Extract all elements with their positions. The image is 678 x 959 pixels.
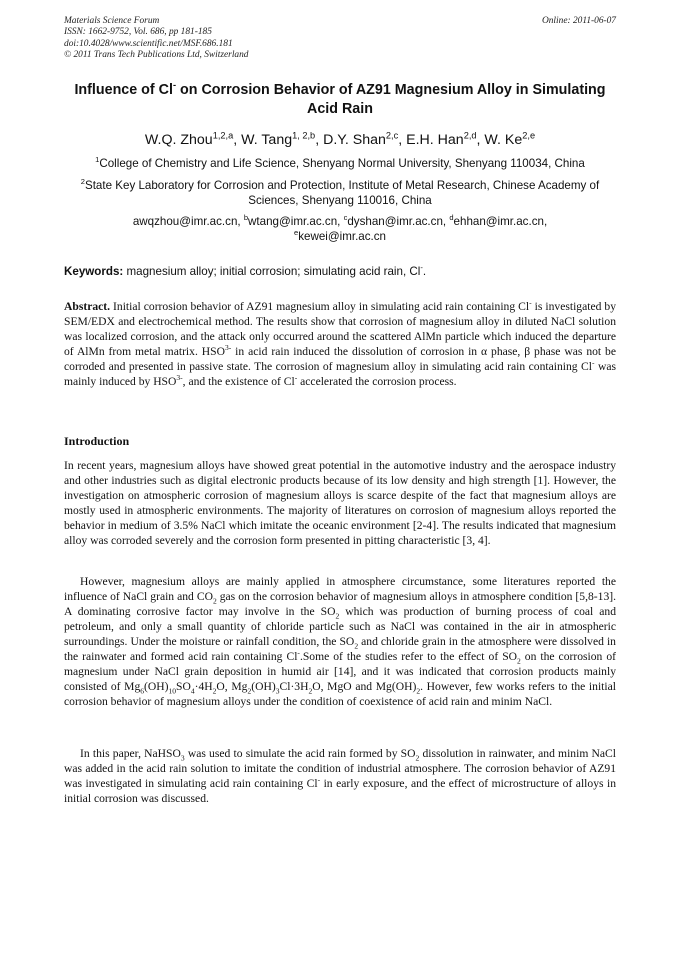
intro-paragraph-3: In this paper, NaHSO$_3$ was used to simulate the acid rain formed by $SO_2$ dissolution in rainwater, and minim NaCl was added in the acid rain solution to imitate the condition of industrial atmosphere. The corrosion behavior of AZ91 was investigated in simulating acid rain containing Cl- in early exposure, and the effect of microstructure of alloys in initial corrosion was discussed. <box>64 747 616 805</box>
journal-name: Materials Science Forum <box>64 16 160 26</box>
keywords-label: Keywords: <box>64 265 124 278</box>
section-heading-introduction: Introduction <box>64 434 130 448</box>
title-text: Influence of Cl <box>74 82 173 98</box>
author-emails: awqzhou@imr.ac.cn, $^b$wtang@imr.ac.cn, $^c$dyshan@imr.ac.cn, $^d$ehhan@imr.ac.cn, $^e$kewei@imr.ac.cn <box>132 213 548 243</box>
paper-title <box>64 81 616 119</box>
author: W. Tang$^{1, 2,b}$, <box>241 130 324 148</box>
author: W. Ke$^{2,e}$ <box>484 130 536 148</box>
email-link[interactable]: awqzhou@imr.ac.cn, <box>132 215 244 228</box>
email-link[interactable]: wtang@imr.ac.cn, <box>248 215 344 228</box>
online-date: Online: 2011-06-07 <box>541 16 616 26</box>
author: E.H. Han$^{2,d}$, <box>406 130 485 148</box>
affiliation-1: $^1$College of Chemistry and Life Science, Shenyang Normal University, Shenyang 110034, China <box>95 155 585 170</box>
email-link[interactable]: kewei@imr.ac.cn <box>298 230 386 243</box>
doi-line: doi:10.4028/www.scientific.net/MSF.686.181 <box>64 38 233 49</box>
author: W.Q. Zhou$^{1,2,a}$, <box>144 130 242 148</box>
email-link[interactable]: ehhan@imr.ac.cn, <box>453 215 548 228</box>
keywords: Keywords: magnesium alloy; initial corrosion; simulating acid rain, Cl-. <box>64 263 427 278</box>
issn-line: ISSN: 1662-9752, Vol. 686, pp 181-185 <box>64 27 212 38</box>
author: D.Y. Shan$^{2,c}$, <box>323 130 407 148</box>
running-header <box>64 16 616 62</box>
title-sup: - <box>172 80 177 91</box>
intro-paragraph-2: However, magnesium alloys are mainly applied in atmosphere circumstance, some literatures reported the influence of NaCl grain and $CO_2$ gas on the corrosion behavior of magnesium alloys in atmosphere condition [5,8-13]. A dominating corrosive factor may involve in the $SO_2$ which was production of burning process of coal and petroleum, and only a small quantity of chloride particle such as NaCl was contained in the air in atmospheric surroundings. Under the moisture or rainfall condition, the $SO_2$ and chloride grain in the atmosphere were dissolved in the rainwater and formed acid rain containing Cl-.Some of the studies refer to the effect of $SO_2$ on the corrosion of magnesium under NaCl grain deposition in humid air [14], and it was indicated that corrosion products mainly consisted of $Mg_6(OH)_{10}SO_4\cdot 4H_2O$, $Mg_2(OH)_3Cl\cdot 3H_2O$, MgO and $Mg(OH)_2$. However, few works refers to the initial corrosion behavior of magnesium alloys under the condition of coexistence of acid rain and minim NaCl. <box>64 575 617 708</box>
author-list <box>64 130 616 150</box>
email-link[interactable]: dyshan@imr.ac.cn, <box>347 215 450 228</box>
intro-paragraph-1: In recent years, magnesium alloys have showed great potential in the automotive industry and the aerospace industry and other industries such as digital electronic products because of its low density and high strength [1]. However, the investigation on atmospheric corrosion of magnesium alloys is scarce despite of the fact that magnesium alloys are mostly used in atmospheric environments. The majority of literatures on corrosion of magnesium alloys reported the behavior in medium of 3.5% NaCl which imitate the oceanic environment [2-4]. The results indicated that magnesium alloy was corroded severely and the corrosion form presented in pitting characteristic [3, 4]. <box>64 459 616 547</box>
abstract-label: Abstract. <box>64 300 111 313</box>
affiliation-2: $^2$State Key Laboratory for Corrosion and Protection, Institute of Metal Research, Chinese Academy of Sciences, Shenyang 110016, China <box>80 177 600 207</box>
abstract: Abstract. Initial corrosion behavior of AZ91 magnesium alloy in simulating acid rain containing Cl- is investigated by SEM/EDX and electrochemical method. The results show that corrosion of magnesium alloy in diluted NaCl solution was localized corrosion, and the attack only occurred around the scattered AlMn particle which induced the departure of AlMn from metal matrix. $HSO^{3-}$ in acid rain induced the dissolution of corrosion in α phase, β phase was not be corroded and presented in passive state. The corrosion of magnesium alloy in simulating acid rain containing Cl- was mainly induced by $HSO^{3-}$, and the existence of Cl- accelerated the corrosion process. <box>64 298 616 388</box>
title-text-rest: on Corrosion Behavior of AZ91 Magnesium Alloy in Simulating Acid Rain <box>176 82 606 117</box>
copyright-line: © 2011 Trans Tech Publications Ltd, Switzerland <box>64 50 249 61</box>
